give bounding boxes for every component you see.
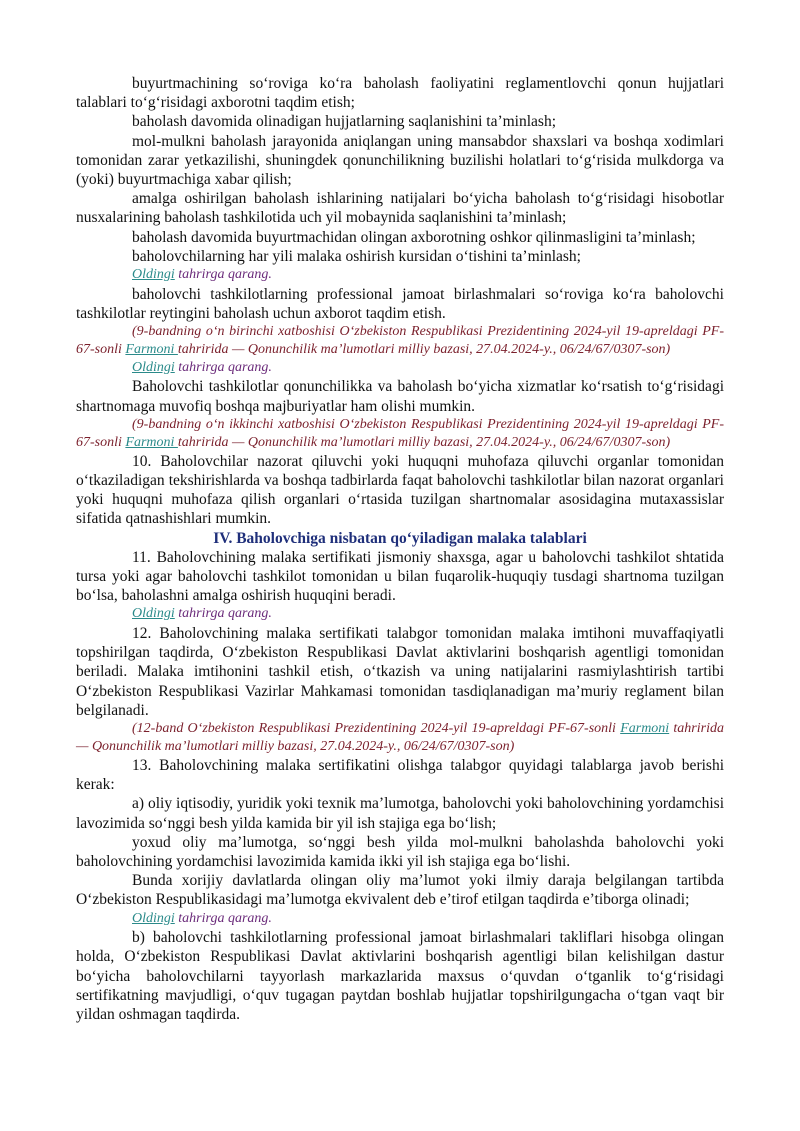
previous-edition-text: tahrirga qarang. — [174, 267, 272, 283]
previous-edition-text: tahrirga qarang. — [174, 606, 272, 622]
paragraph: baholash davomida buyurtmachidan olingan axborotning oshkor qilinmasligini ta’minlash; — [132, 228, 696, 246]
decree-link[interactable]: Farmoni — [125, 341, 178, 357]
paragraph: yoxud oliy ma’lumotga, so‘nggi besh yilda mol-mulkni baholashda baholovchi yoki baholovchining yordamchisi lavozimida kamida ikki yil ish stajiga ega bo‘lishi. — [76, 833, 724, 870]
previous-edition-note — [76, 359, 724, 378]
previous-edition-note — [76, 605, 724, 624]
amendment-note-text: tahririda — Qonunchilik ma’lumotlari milliy bazasi, 27.04.2024-y., 06/24/67/0307-son) — [177, 434, 671, 450]
decree-link[interactable]: Farmoni — [125, 434, 178, 450]
amendment-note — [76, 416, 724, 452]
paragraph: baholash davomida olinadigan hujjatlarning saqlanishini ta’minlash; — [132, 113, 557, 131]
previous-edition-link[interactable]: Oldingi — [132, 267, 175, 283]
amendment-note — [76, 323, 724, 359]
amendment-note-text: tahririda — Qonunchilik ma’lumotlari milliy bazasi, 27.04.2024-y., 06/24/67/0307-son) — [76, 720, 724, 754]
previous-edition-link[interactable]: Oldingi — [132, 910, 175, 926]
paragraph: b) baholovchi tashkilotlarning professional jamoat birlashmalari takliflari hisobga olingan holda, O‘zbekiston Respublikasi Davlat aktivlarini boshqarish agentligi bilan kelishilgan dastur bo‘yicha baholovchilarni tayyorlash markazlarida maxsus o‘quvdan o‘tganlik to‘g‘risidagi sertifikatning mavjudligi, o‘quv tugagan paytdan boshlab hujjatlar topshirilgungacha o‘tgan vaqt bir yildan oshmagan taqdirda. — [76, 929, 724, 1023]
amendment-note-text: (9-bandning o‘n birinchi xatboshisi O‘zbekiston Respublikasi Prezidentining 2024-yil 19-apreldagi PF-67-sonli — [76, 323, 724, 357]
paragraph: 12. Baholovchining malaka sertifikati talabgor tomonidan malaka imtihoni muvaffaqiyatli topshirilgan taqdirda, O‘zbekiston Respublikasi Davlat aktivlarini boshqarish agentligi tomonidan beriladi. Malaka imtihonini tashkil etish, o‘tkazish va uning natijalarini rasmiylashtirish tartibi O‘zbekiston Respublikasi Vazirlar Mahkamasi tomonidan tasdiqlanadigan ma’muriy reglament bilan belgilanadi. — [76, 624, 724, 719]
paragraph: baholovchilarning har yili malaka oshirish kursidan o‘tishini ta’minlash; — [132, 247, 581, 265]
paragraph: 11. Baholovchining malaka sertifikati jismoniy shaxsga, agar u baholovchi tashkilot shtatida tursa yoki agar baholovchi tashkilot tomonidan u bilan fuqarolik-huquqiy tusdagi shartnoma tuzilgan bo‘lsa, baholashni amalga oshirish huquqini beradi. — [76, 548, 724, 605]
paragraph: Baholovchi tashkilotlar qonunchilikka va baholash bo‘yicha xizmatlar ko‘rsatish to‘g‘risidagi shartnomaga muvofiq boshqa majburiyatlar ham olishi mumkin. — [76, 378, 724, 415]
paragraph: amalga oshirilgan baholash ishlarining natijalari bo‘yicha baholash to‘g‘risidagi hisobotlar nusxalarining baholash tashkilotida uch yil mobaynida saqlanishini ta’minlash; — [76, 190, 724, 227]
decree-link[interactable]: Farmoni — [620, 720, 670, 736]
previous-edition-note — [76, 266, 724, 285]
previous-edition-link[interactable]: Oldingi — [132, 606, 175, 622]
paragraph: Bunda xorijiy davlatlarda olingan oliy ma’lumot yoki ilmiy daraja belgilangan tartibda O‘zbekiston Respublikasidagi ma’lumotga ekvivalent deb e’tirof etilgan taqdirda e’tiborga olinadi; — [76, 872, 724, 909]
previous-edition-note — [76, 910, 724, 929]
paragraph: a) oliy iqtisodiy, yuridik yoki texnik ma’lumotga, baholovchi yoki baholovchining yordamchisi lavozimida so‘nggi besh yilda kamida bir yil ish stajiga ega bo‘lish; — [76, 795, 724, 832]
paragraph: 13. Baholovchining malaka sertifikatini olishga talabgor quyidagi talablarga javob berishi kerak: — [76, 756, 724, 794]
amendment-note — [76, 720, 724, 756]
previous-edition-link[interactable]: Oldingi — [132, 359, 175, 375]
paragraph: baholovchi tashkilotlarning professional jamoat birlashmalari so‘roviga ko‘ra baholovchi tashkilotlar reytingini baholash uchun axborot taqdim etish. — [76, 285, 724, 322]
paragraph: mol-mulkni baholash jarayonida aniqlangan uning mansabdor shaxslari va boshqa xodimlari tomonidan zarar yetkazilishi, shuningdek qonunchilikning buzilishi holatlari to‘g‘risida mulkdorga va (yoki) buyurtmachiga xabar qilish; — [76, 132, 724, 189]
paragraph: 10. Baholovchilar nazorat qiluvchi yoki huquqni muhofaza qiluvchi organlar tomonidan o‘tkaziladigan tekshirishlarda va boshqa tadbirlarda faqat baholovchi tashkilotlar bilan nazorat organlari yoki huquqni muhofaza qilish organlari o‘rtasida tuzilgan shartnomalar asosidagina mutaxassislar sifatida qatnashishlari mumkin. — [76, 452, 724, 528]
paragraph: buyurtmachining so‘roviga ko‘ra baholash faoliyatini reglamentlovchi qonun hujjatlari talablari to‘g‘risidagi axborotni taqdim etish; — [76, 75, 724, 112]
previous-edition-text: tahrirga qarang. — [174, 910, 272, 926]
previous-edition-text: tahrirga qarang. — [174, 359, 272, 375]
amendment-note-text: tahririda — Qonunchilik ma’lumotlari milliy bazasi, 27.04.2024-y., 06/24/67/0307-son) — [177, 341, 671, 357]
amendment-note-text: (12-band O‘zbekiston Respublikasi Prezidentining 2024-yil 19-apreldagi PF-67-sonli — [132, 720, 621, 736]
document-page — [76, 74, 724, 1024]
section-heading: IV. Baholovchiga nisbatan qo‘yiladigan malaka talablari — [213, 529, 587, 547]
amendment-note-text: (9-bandning o‘n ikkinchi xatboshisi O‘zbekiston Respublikasi Prezidentining 2024-yil 19-apreldagi PF-67-sonli — [76, 416, 724, 450]
